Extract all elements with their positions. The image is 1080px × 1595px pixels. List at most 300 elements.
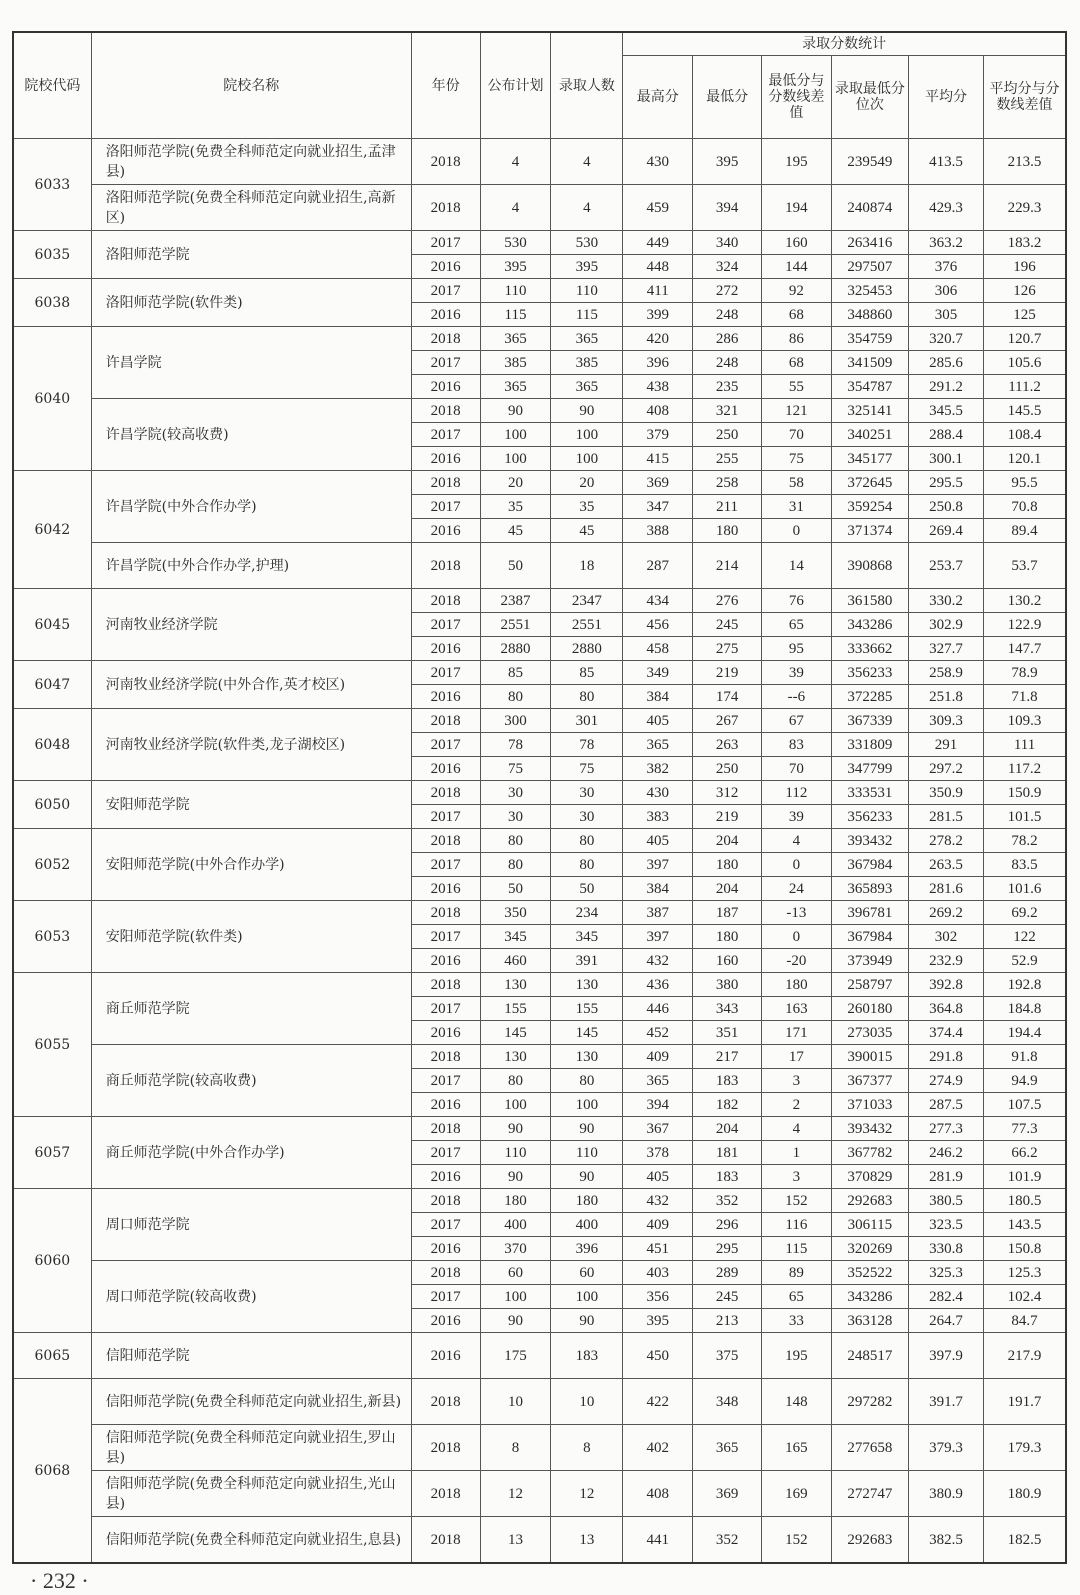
avg-score-cell: 287.5	[908, 1093, 983, 1117]
admitted-cell: 10	[551, 1379, 623, 1425]
avg-score-cell: 309.3	[908, 709, 983, 733]
avg-diff-cell: 107.5	[984, 1093, 1066, 1117]
min-rank-cell: 343286	[831, 1285, 908, 1309]
year-cell: 2018	[411, 1517, 480, 1564]
plan-cell: 80	[480, 685, 551, 709]
header-min-diff: 最低分与分数线差值	[761, 56, 831, 139]
avg-score-cell: 320.7	[908, 327, 983, 351]
plan-cell: 2387	[480, 589, 551, 613]
table-row	[13, 1471, 1066, 1517]
avg-score-cell: 330.2	[908, 589, 983, 613]
school-name: 信阳师范学院(免费全科师范定向就业招生,新县)	[91, 1379, 411, 1425]
min-diff-cell: 4	[761, 829, 831, 853]
admitted-cell: 80	[551, 685, 623, 709]
avg-diff-cell: 94.9	[984, 1069, 1066, 1093]
school-code: 6052	[13, 829, 91, 901]
admitted-cell: 130	[551, 973, 623, 997]
avg-diff-cell: 84.7	[984, 1309, 1066, 1333]
admitted-cell: 385	[551, 351, 623, 375]
max-score-cell: 387	[623, 901, 693, 925]
min-rank-cell: 277658	[831, 1425, 908, 1471]
min-diff-cell: 76	[761, 589, 831, 613]
plan-cell: 35	[480, 495, 551, 519]
min-rank-cell: 345177	[831, 447, 908, 471]
min-score-cell: 219	[693, 661, 762, 685]
year-cell: 2017	[411, 1141, 480, 1165]
avg-score-cell: 306	[908, 279, 983, 303]
min-diff-cell: 24	[761, 877, 831, 901]
min-score-cell: 321	[693, 399, 762, 423]
table-row	[13, 1045, 1066, 1069]
min-score-cell: 369	[693, 1471, 762, 1517]
plan-cell: 370	[480, 1237, 551, 1261]
min-score-cell: 289	[693, 1261, 762, 1285]
min-score-cell: 296	[693, 1213, 762, 1237]
avg-score-cell: 288.4	[908, 423, 983, 447]
max-score-cell: 438	[623, 375, 693, 399]
max-score-cell: 441	[623, 1517, 693, 1564]
avg-diff-cell: 130.2	[984, 589, 1066, 613]
school-code: 6050	[13, 781, 91, 829]
max-score-cell: 436	[623, 973, 693, 997]
avg-diff-cell: 147.7	[984, 637, 1066, 661]
plan-cell: 30	[480, 781, 551, 805]
min-rank-cell: 331809	[831, 733, 908, 757]
max-score-cell: 369	[623, 471, 693, 495]
avg-diff-cell: 179.3	[984, 1425, 1066, 1471]
table-row	[13, 185, 1066, 231]
year-cell: 2016	[411, 1165, 480, 1189]
avg-score-cell: 327.7	[908, 637, 983, 661]
year-cell: 2017	[411, 925, 480, 949]
year-cell: 2017	[411, 661, 480, 685]
admitted-cell: 80	[551, 853, 623, 877]
year-cell: 2016	[411, 1309, 480, 1333]
table-row	[13, 973, 1066, 997]
min-rank-cell: 370829	[831, 1165, 908, 1189]
min-rank-cell: 292683	[831, 1189, 908, 1213]
year-cell: 2016	[411, 685, 480, 709]
max-score-cell: 405	[623, 1165, 693, 1189]
plan-cell: 10	[480, 1379, 551, 1425]
plan-cell: 110	[480, 1141, 551, 1165]
max-score-cell: 415	[623, 447, 693, 471]
min-diff-cell: 195	[761, 1333, 831, 1379]
min-diff-cell: 58	[761, 471, 831, 495]
min-score-cell: 160	[693, 949, 762, 973]
admitted-cell: 530	[551, 231, 623, 255]
plan-cell: 180	[480, 1189, 551, 1213]
plan-cell: 100	[480, 1285, 551, 1309]
min-diff-cell: -20	[761, 949, 831, 973]
min-diff-cell: 14	[761, 543, 831, 589]
avg-score-cell: 281.9	[908, 1165, 983, 1189]
plan-cell: 175	[480, 1333, 551, 1379]
min-rank-cell: 248517	[831, 1333, 908, 1379]
avg-score-cell: 295.5	[908, 471, 983, 495]
max-score-cell: 395	[623, 1309, 693, 1333]
avg-score-cell: 274.9	[908, 1069, 983, 1093]
min-rank-cell: 363128	[831, 1309, 908, 1333]
min-rank-cell: 297282	[831, 1379, 908, 1425]
year-cell: 2016	[411, 255, 480, 279]
admitted-cell: 45	[551, 519, 623, 543]
year-cell: 2018	[411, 1045, 480, 1069]
avg-diff-cell: 102.4	[984, 1285, 1066, 1309]
min-score-cell: 174	[693, 685, 762, 709]
year-cell: 2018	[411, 973, 480, 997]
plan-cell: 155	[480, 997, 551, 1021]
avg-diff-cell: 125	[984, 303, 1066, 327]
min-rank-cell: 325141	[831, 399, 908, 423]
avg-score-cell: 251.8	[908, 685, 983, 709]
year-cell: 2017	[411, 279, 480, 303]
min-rank-cell: 320269	[831, 1237, 908, 1261]
min-rank-cell: 273035	[831, 1021, 908, 1045]
admission-score-table	[12, 31, 1067, 1564]
avg-diff-cell: 194.4	[984, 1021, 1066, 1045]
year-cell: 2017	[411, 733, 480, 757]
min-diff-cell: 4	[761, 1117, 831, 1141]
admitted-cell: 90	[551, 1165, 623, 1189]
max-score-cell: 384	[623, 685, 693, 709]
table-row	[13, 589, 1066, 613]
min-score-cell: 211	[693, 495, 762, 519]
admitted-cell: 80	[551, 829, 623, 853]
min-diff-cell: 39	[761, 661, 831, 685]
min-rank-cell: 352522	[831, 1261, 908, 1285]
year-cell: 2018	[411, 589, 480, 613]
school-name: 商丘师范学院(较高收费)	[91, 1045, 411, 1117]
year-cell: 2018	[411, 901, 480, 925]
max-score-cell: 378	[623, 1141, 693, 1165]
year-cell: 2018	[411, 471, 480, 495]
min-score-cell: 183	[693, 1069, 762, 1093]
year-cell: 2018	[411, 1189, 480, 1213]
min-score-cell: 235	[693, 375, 762, 399]
min-rank-cell: 367339	[831, 709, 908, 733]
max-score-cell: 430	[623, 139, 693, 185]
min-diff-cell: 67	[761, 709, 831, 733]
avg-diff-cell: 91.8	[984, 1045, 1066, 1069]
min-score-cell: 340	[693, 231, 762, 255]
header-code: 院校代码	[13, 32, 91, 139]
min-rank-cell: 297507	[831, 255, 908, 279]
min-diff-cell: 195	[761, 139, 831, 185]
avg-diff-cell: 101.6	[984, 877, 1066, 901]
plan-cell: 100	[480, 423, 551, 447]
max-score-cell: 432	[623, 1189, 693, 1213]
table-row	[13, 1117, 1066, 1141]
min-score-cell: 213	[693, 1309, 762, 1333]
min-diff-cell: 121	[761, 399, 831, 423]
plan-cell: 90	[480, 1309, 551, 1333]
avg-score-cell: 282.4	[908, 1285, 983, 1309]
avg-diff-cell: 122.9	[984, 613, 1066, 637]
min-score-cell: 250	[693, 757, 762, 781]
avg-score-cell: 250.8	[908, 495, 983, 519]
avg-score-cell: 413.5	[908, 139, 983, 185]
page-number: · 232 ·	[30, 1568, 89, 1593]
min-diff-cell: 65	[761, 613, 831, 637]
max-score-cell: 347	[623, 495, 693, 519]
min-score-cell: 248	[693, 351, 762, 375]
min-diff-cell: 75	[761, 447, 831, 471]
plan-cell: 385	[480, 351, 551, 375]
school-code: 6042	[13, 471, 91, 589]
min-rank-cell: 354759	[831, 327, 908, 351]
school-name: 河南牧业经济学院	[91, 589, 411, 661]
min-score-cell: 258	[693, 471, 762, 495]
min-diff-cell: 180	[761, 973, 831, 997]
avg-diff-cell: 125.3	[984, 1261, 1066, 1285]
min-diff-cell: 2	[761, 1093, 831, 1117]
school-name: 洛阳师范学院(软件类)	[91, 279, 411, 327]
admitted-cell: 100	[551, 1093, 623, 1117]
avg-score-cell: 376	[908, 255, 983, 279]
admitted-cell: 145	[551, 1021, 623, 1045]
admitted-cell: 396	[551, 1237, 623, 1261]
year-cell: 2018	[411, 829, 480, 853]
plan-cell: 80	[480, 853, 551, 877]
year-cell: 2016	[411, 949, 480, 973]
min-score-cell: 267	[693, 709, 762, 733]
min-diff-cell: 115	[761, 1237, 831, 1261]
plan-cell: 395	[480, 255, 551, 279]
avg-score-cell: 269.2	[908, 901, 983, 925]
min-rank-cell: 333662	[831, 637, 908, 661]
plan-cell: 530	[480, 231, 551, 255]
table-row	[13, 543, 1066, 589]
min-diff-cell: 68	[761, 303, 831, 327]
school-code: 6048	[13, 709, 91, 781]
min-rank-cell: 372285	[831, 685, 908, 709]
avg-diff-cell: 180.5	[984, 1189, 1066, 1213]
max-score-cell: 388	[623, 519, 693, 543]
min-rank-cell: 371374	[831, 519, 908, 543]
admitted-cell: 2880	[551, 637, 623, 661]
admitted-cell: 80	[551, 1069, 623, 1093]
plan-cell: 4	[480, 139, 551, 185]
avg-diff-cell: 101.5	[984, 805, 1066, 829]
school-name: 河南牧业经济学院(中外合作,英才校区)	[91, 661, 411, 709]
avg-score-cell: 397.9	[908, 1333, 983, 1379]
min-diff-cell: 86	[761, 327, 831, 351]
year-cell: 2018	[411, 185, 480, 231]
admitted-cell: 365	[551, 375, 623, 399]
admitted-cell: 30	[551, 805, 623, 829]
avg-score-cell: 291.8	[908, 1045, 983, 1069]
admitted-cell: 35	[551, 495, 623, 519]
min-score-cell: 219	[693, 805, 762, 829]
year-cell: 2017	[411, 495, 480, 519]
avg-score-cell: 277.3	[908, 1117, 983, 1141]
min-rank-cell: 347799	[831, 757, 908, 781]
admitted-cell: 30	[551, 781, 623, 805]
year-cell: 2017	[411, 613, 480, 637]
min-score-cell: 295	[693, 1237, 762, 1261]
school-code: 6047	[13, 661, 91, 709]
table-row	[13, 1379, 1066, 1425]
min-score-cell: 351	[693, 1021, 762, 1045]
table-body	[13, 139, 1066, 1564]
min-diff-cell: 83	[761, 733, 831, 757]
plan-cell: 50	[480, 877, 551, 901]
avg-score-cell: 232.9	[908, 949, 983, 973]
max-score-cell: 420	[623, 327, 693, 351]
min-diff-cell: 0	[761, 519, 831, 543]
plan-cell: 30	[480, 805, 551, 829]
min-rank-cell: 367984	[831, 925, 908, 949]
avg-diff-cell: 108.4	[984, 423, 1066, 447]
school-name: 周口师范学院(较高收费)	[91, 1261, 411, 1333]
table-row	[13, 231, 1066, 255]
min-rank-cell: 306115	[831, 1213, 908, 1237]
school-name: 许昌学院(中外合作办学,护理)	[91, 543, 411, 589]
avg-diff-cell: 182.5	[984, 1517, 1066, 1564]
min-score-cell: 365	[693, 1425, 762, 1471]
min-score-cell: 375	[693, 1333, 762, 1379]
min-score-cell: 395	[693, 139, 762, 185]
avg-diff-cell: 109.3	[984, 709, 1066, 733]
max-score-cell: 367	[623, 1117, 693, 1141]
plan-cell: 90	[480, 399, 551, 423]
min-score-cell: 182	[693, 1093, 762, 1117]
plan-cell: 4	[480, 185, 551, 231]
plan-cell: 460	[480, 949, 551, 973]
year-cell: 2017	[411, 1069, 480, 1093]
max-score-cell: 403	[623, 1261, 693, 1285]
min-rank-cell: 348860	[831, 303, 908, 327]
max-score-cell: 430	[623, 781, 693, 805]
min-score-cell: 183	[693, 1165, 762, 1189]
min-diff-cell: 163	[761, 997, 831, 1021]
max-score-cell: 411	[623, 279, 693, 303]
avg-score-cell: 392.8	[908, 973, 983, 997]
admitted-cell: 8	[551, 1425, 623, 1471]
school-name: 信阳师范学院(免费全科师范定向就业招生,息县)	[91, 1517, 411, 1564]
year-cell: 2018	[411, 1425, 480, 1471]
min-diff-cell: 0	[761, 925, 831, 949]
plan-cell: 365	[480, 327, 551, 351]
avg-diff-cell: 69.2	[984, 901, 1066, 925]
min-diff-cell: 33	[761, 1309, 831, 1333]
admitted-cell: 100	[551, 423, 623, 447]
min-score-cell: 394	[693, 185, 762, 231]
year-cell: 2017	[411, 805, 480, 829]
school-name: 许昌学院	[91, 327, 411, 399]
plan-cell: 110	[480, 279, 551, 303]
avg-score-cell: 269.4	[908, 519, 983, 543]
admitted-cell: 345	[551, 925, 623, 949]
min-diff-cell: 92	[761, 279, 831, 303]
min-diff-cell: 3	[761, 1069, 831, 1093]
year-cell: 2018	[411, 139, 480, 185]
min-score-cell: 263	[693, 733, 762, 757]
min-rank-cell: 371033	[831, 1093, 908, 1117]
admitted-cell: 4	[551, 139, 623, 185]
school-name: 河南牧业经济学院(软件类,龙子湖校区)	[91, 709, 411, 781]
table-row	[13, 1425, 1066, 1471]
avg-score-cell: 374.4	[908, 1021, 983, 1045]
min-score-cell: 180	[693, 853, 762, 877]
admitted-cell: 75	[551, 757, 623, 781]
admitted-cell: 85	[551, 661, 623, 685]
max-score-cell: 408	[623, 399, 693, 423]
admitted-cell: 50	[551, 877, 623, 901]
avg-diff-cell: 117.2	[984, 757, 1066, 781]
min-diff-cell: 171	[761, 1021, 831, 1045]
school-code: 6057	[13, 1117, 91, 1189]
avg-diff-cell: 111	[984, 733, 1066, 757]
min-score-cell: 180	[693, 925, 762, 949]
max-score-cell: 402	[623, 1425, 693, 1471]
max-score-cell: 459	[623, 185, 693, 231]
plan-cell: 2551	[480, 613, 551, 637]
avg-score-cell: 325.3	[908, 1261, 983, 1285]
header-plan: 公布计划	[480, 32, 551, 139]
admitted-cell: 90	[551, 1117, 623, 1141]
min-score-cell: 272	[693, 279, 762, 303]
max-score-cell: 356	[623, 1285, 693, 1309]
admitted-cell: 400	[551, 1213, 623, 1237]
table-row	[13, 1189, 1066, 1213]
min-diff-cell: 165	[761, 1425, 831, 1471]
avg-score-cell: 285.6	[908, 351, 983, 375]
plan-cell: 12	[480, 1471, 551, 1517]
min-score-cell: 181	[693, 1141, 762, 1165]
max-score-cell: 458	[623, 637, 693, 661]
avg-score-cell: 382.5	[908, 1517, 983, 1564]
table-row	[13, 1261, 1066, 1285]
plan-cell: 90	[480, 1165, 551, 1189]
min-score-cell: 204	[693, 877, 762, 901]
plan-cell: 300	[480, 709, 551, 733]
admitted-cell: 13	[551, 1517, 623, 1564]
avg-diff-cell: 180.9	[984, 1471, 1066, 1517]
plan-cell: 45	[480, 519, 551, 543]
avg-score-cell: 305	[908, 303, 983, 327]
min-rank-cell: 263416	[831, 231, 908, 255]
min-diff-cell: 55	[761, 375, 831, 399]
avg-diff-cell: 71.8	[984, 685, 1066, 709]
avg-diff-cell: 191.7	[984, 1379, 1066, 1425]
max-score-cell: 397	[623, 853, 693, 877]
max-score-cell: 450	[623, 1333, 693, 1379]
plan-cell: 13	[480, 1517, 551, 1564]
avg-diff-cell: 150.9	[984, 781, 1066, 805]
min-score-cell: 217	[693, 1045, 762, 1069]
year-cell: 2016	[411, 519, 480, 543]
school-code: 6033	[13, 139, 91, 231]
plan-cell: 20	[480, 471, 551, 495]
plan-cell: 75	[480, 757, 551, 781]
year-cell: 2016	[411, 1237, 480, 1261]
avg-diff-cell: 89.4	[984, 519, 1066, 543]
school-name: 商丘师范学院	[91, 973, 411, 1045]
max-score-cell: 399	[623, 303, 693, 327]
avg-score-cell: 380.9	[908, 1471, 983, 1517]
min-diff-cell: 70	[761, 757, 831, 781]
header-min-rank: 录取最低分位次	[831, 56, 908, 139]
table-row	[13, 901, 1066, 925]
avg-diff-cell: 213.5	[984, 139, 1066, 185]
min-diff-cell: 68	[761, 351, 831, 375]
min-rank-cell: 272747	[831, 1471, 908, 1517]
min-score-cell: 248	[693, 303, 762, 327]
min-diff-cell: 152	[761, 1189, 831, 1213]
admitted-cell: 110	[551, 279, 623, 303]
